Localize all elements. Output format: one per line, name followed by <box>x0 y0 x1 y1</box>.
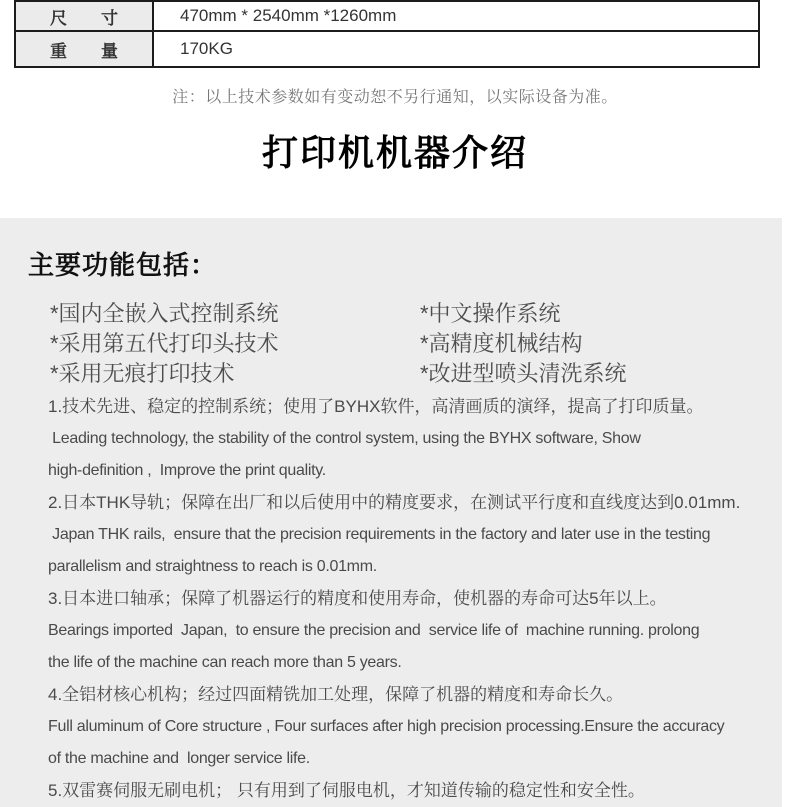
feature-item: *采用第五代打印头技术 <box>50 331 279 356</box>
paragraph-line: Leading technology, the stability of the control system, using the BYHX software, Show <box>48 430 641 447</box>
top-section <box>0 0 790 218</box>
spec-row-weight <box>15 31 759 67</box>
introduction-panel <box>0 218 782 807</box>
paragraph-line: Bearings imported Japan, to ensure the precision and service life of machine running. prolong <box>48 622 700 639</box>
spec-value-weight: 170KG <box>153 31 759 67</box>
feature-item: *中文操作系统 <box>420 301 561 326</box>
feature-list <box>50 299 782 389</box>
feature-item: *采用无痕打印技术 <box>50 361 235 386</box>
spec-value-size: 470mm * 2540mm *1260mm <box>153 1 759 31</box>
paragraph-line: 5.双雷赛伺服无刷电机； 只有用到了伺服电机，才知道传输的稳定性和安全性。 <box>48 781 645 800</box>
spec-label-size: 尺 寸 <box>15 1 153 31</box>
feature-item: *高精度机械结构 <box>420 331 583 356</box>
paragraph-line: 4.全铝材核心机构；经过四面精铣加工处理，保障了机器的精度和寿命长久。 <box>48 685 624 704</box>
paragraph-line: of the machine and longer service life. <box>48 750 310 767</box>
spec-row-size <box>15 1 759 31</box>
feature-item: *国内全嵌入式控制系统 <box>50 301 279 326</box>
description-paragraphs <box>48 391 782 807</box>
paragraph-line: Full aluminum of Core structure , Four surfaces after high precision processing.Ensure the accuracy <box>48 718 725 735</box>
paragraph-line: high-definition , Improve the print quality. <box>48 462 326 479</box>
paragraph-line: parallelism and straightness to reach is 0.01mm. <box>48 558 377 575</box>
page-title: 打印机机器介绍 <box>261 132 528 173</box>
spec-table <box>14 0 760 68</box>
spec-label-weight: 重 量 <box>15 31 153 67</box>
paragraph-line: 1.技术先进、稳定的控制系统；使用了BYHX软件，高清画质的演绎，提高了打印质量。 <box>48 397 704 416</box>
paragraph-line: the life of the machine can reach more than 5 years. <box>48 654 402 671</box>
spec-disclaimer-note: 注：以上技术参数如有变动恕不另行通知，以实际设备为准。 <box>172 89 618 106</box>
paragraph-line: Japan THK rails, ensure that the precision requirements in the factory and later use in the testing <box>48 526 711 543</box>
paragraph-line: 2.日本THK导轨；保障在出厂和以后使用中的精度要求，在测试平行度和直线度达到0.01mm. <box>48 493 741 512</box>
feature-item: *改进型喷头清洗系统 <box>420 361 627 386</box>
paragraph-line: 3.日本进口轴承；保障了机器运行的精度和使用寿命，使机器的寿命可达5年以上。 <box>48 589 667 608</box>
features-heading: 主要功能包括： <box>28 250 218 280</box>
